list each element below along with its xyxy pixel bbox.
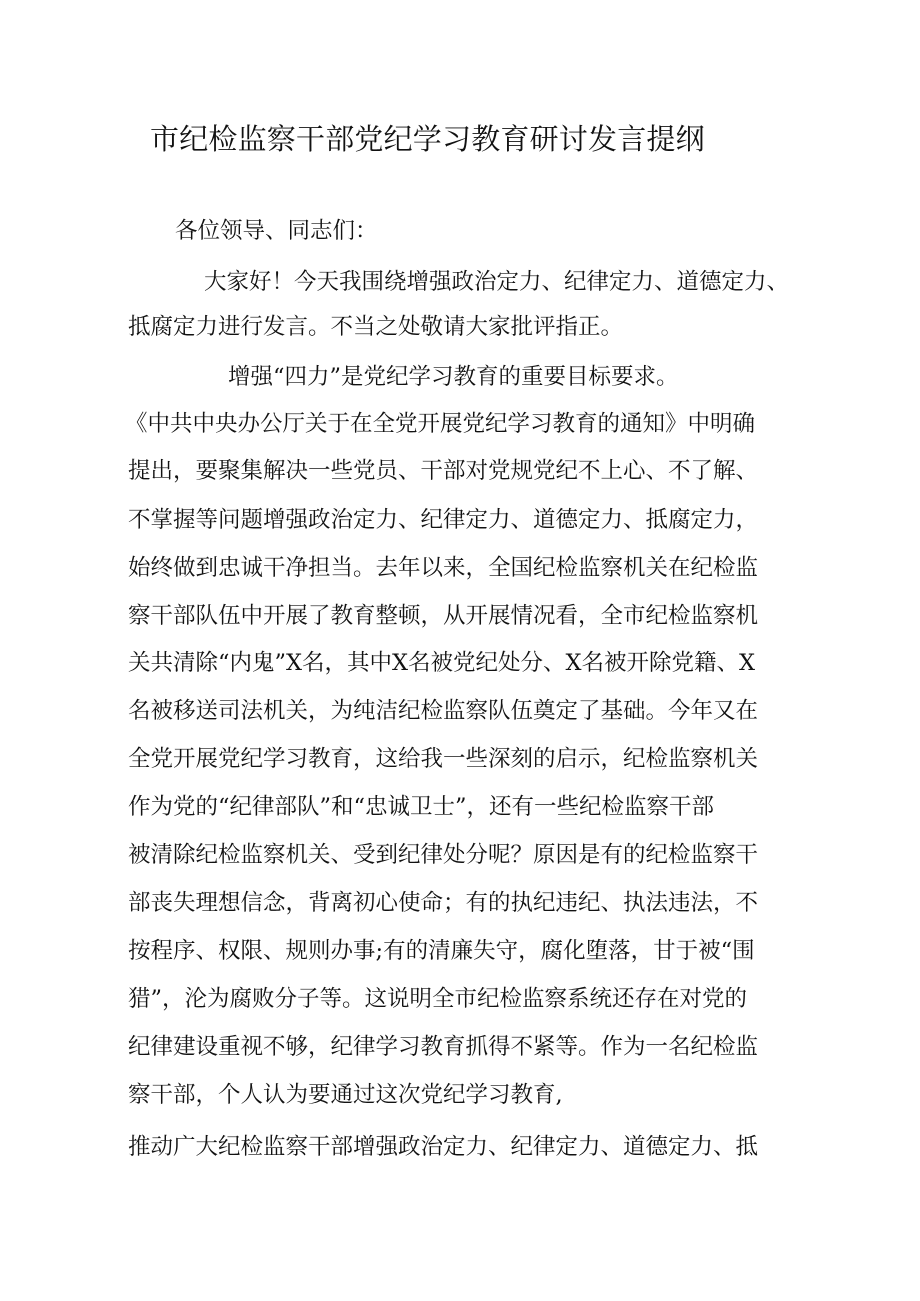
body-line-15: 按程序、权限、规则办事;有的清廉失守，腐化堕落，甘于被“围 — [128, 938, 755, 964]
body-line-5: 提出，要聚集解决一些党员、干部对党规党纪不上心、不了解、 — [128, 458, 759, 484]
body-line-1: 大家好！今天我围绕增强政治定力、纪律定力、道德定力、 — [204, 269, 790, 295]
body-line-7: 始终做到忠诚干净担当。去年以来，全国纪检监察机关在纪检监 — [128, 555, 759, 581]
body-line-8: 察干部队伍中开展了教育整顿，从开展情况看，全市纪检监察机 — [128, 603, 759, 629]
body-line-12: 作为党的“纪律部队”和“忠诚卫士”，还有一些纪检监察干部 — [128, 794, 715, 820]
body-line-10: 名被移送司法机关，为纯洁纪检监察队伍奠定了基础。今年又在 — [128, 698, 759, 724]
body-line-16: 猎”，沦为腐败分子等。这说明全市纪检监察系统还存在对党的 — [128, 986, 748, 1012]
body-line-2: 抵腐定力进行发言。不当之处敬请大家批评指正。 — [128, 314, 624, 340]
body-line-13: 被清除纪检监察机关、受到纪律处分呢？原因是有的纪检监察干 — [128, 842, 759, 868]
body-line-3: 增强“四力”是党纪学习教育的重要目标要求。 — [228, 364, 679, 390]
body-line-18: 察干部，个人认为要通过这次党纪学习教育, — [128, 1082, 563, 1108]
body-line-19: 推动广大纪检监察干部增强政治定力、纪律定力、道德定力、抵 — [128, 1134, 759, 1160]
body-line-17: 纪律建设重视不够，纪律学习教育抓得不紧等。作为一名纪检监 — [128, 1034, 759, 1060]
body-line-14: 部丧失理想信念，背离初心使命；有的执纪违纪、执法违法，不 — [128, 890, 759, 916]
body-line-6: 不掌握等问题增强政治定力、纪律定力、道德定力、抵腐定力， — [128, 507, 759, 533]
body-line-4: 《中共中央办公厅关于在全党开展党纪学习教育的通知》中明确 — [125, 411, 756, 437]
body-line-11: 全党开展党纪学习教育，这给我一些深刻的启示，纪检监察机关 — [128, 746, 759, 772]
salutation: 各位领导、同志们： — [175, 218, 378, 244]
document-title: 市纪检监察干部党纪学习教育研讨发言提纲 — [150, 122, 705, 156]
body-line-9: 关共清除“内鬼”X名，其中X名被党纪处分、X名被开除党籍、X — [128, 650, 756, 676]
